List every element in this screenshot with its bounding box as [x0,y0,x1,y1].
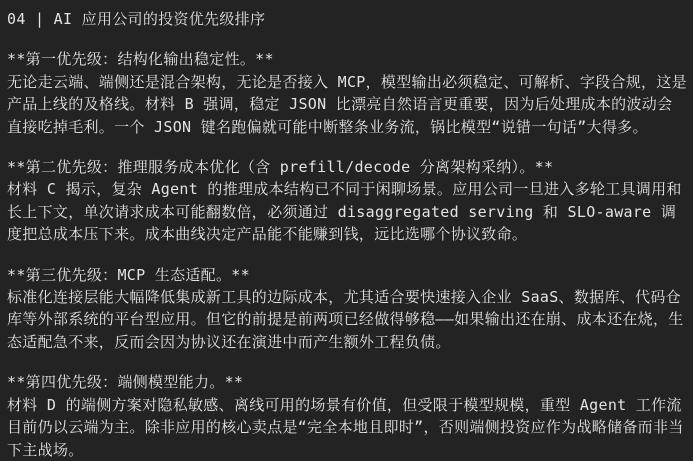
section-2-heading: **第二优先级：推理服务成本优化（含 prefill/decode 分离架构采纳）。** [7,158,554,177]
section-4-body: 材料 D 的端侧方案对隐私敏感、离线可用的场景有价值，但受限于模型规模，重型 Agent 工作流目前仍以云端为主。除非应用的核心卖点是“完全本地且即时”，否则端侧投资应作为战略储备而非当下主战场。 [7,395,684,459]
section-3-heading: **第三优先级：MCP 生态适配。** [7,265,250,284]
priority-section-2 [7,156,687,246]
section-1-body: 无论走云端、端侧还是混合架构，无论是否接入 MCP，模型输出必须稳定、可解析、字段合规，这是产品上线的及格线。材料 B 强调，稳定 JSON 比漂亮自然语言更重要，因为后处理成本的波动会直接吃掉毛利。一个 JSON 键名跑偏就可能中断整条业务流，锅比模型“说错一句话”大得多。 [7,72,687,136]
section-4-heading: **第四优先级：端侧模型能力。** [7,373,244,392]
section-2-body: 材料 C 揭示，复杂 Agent 的推理成本结构已不同于闲聊场景。应用公司一旦进入多轮工具调用和长上下文，单次请求成本可能翻数倍，必须通过 disaggregated serving 和 SLO-aware 调度把总成本压下来。成本曲线决定产品能不能赚到钱，远比选哪个协议致命。 [7,180,682,244]
priority-section-1 [7,48,687,138]
section-3-body: 标准化连接层能大幅降低集成新工具的边际成本，尤其适合要快速接入企业 SaaS、数据库、代码仓库等外部系统的平台型应用。但它的前提是前两项已经做得够稳——如果输出还在崩、成本还在烧，生态适配急不来，反而会因为协议还在演进中而产生额外工程负债。 [7,288,684,351]
page-title: 04 | AI 应用公司的投资优先级排序 [7,10,266,28]
priority-section-3 [7,264,687,354]
priority-section-4 [7,371,687,461]
section-1-heading: **第一优先级：结构化输出稳定性。** [7,50,274,69]
